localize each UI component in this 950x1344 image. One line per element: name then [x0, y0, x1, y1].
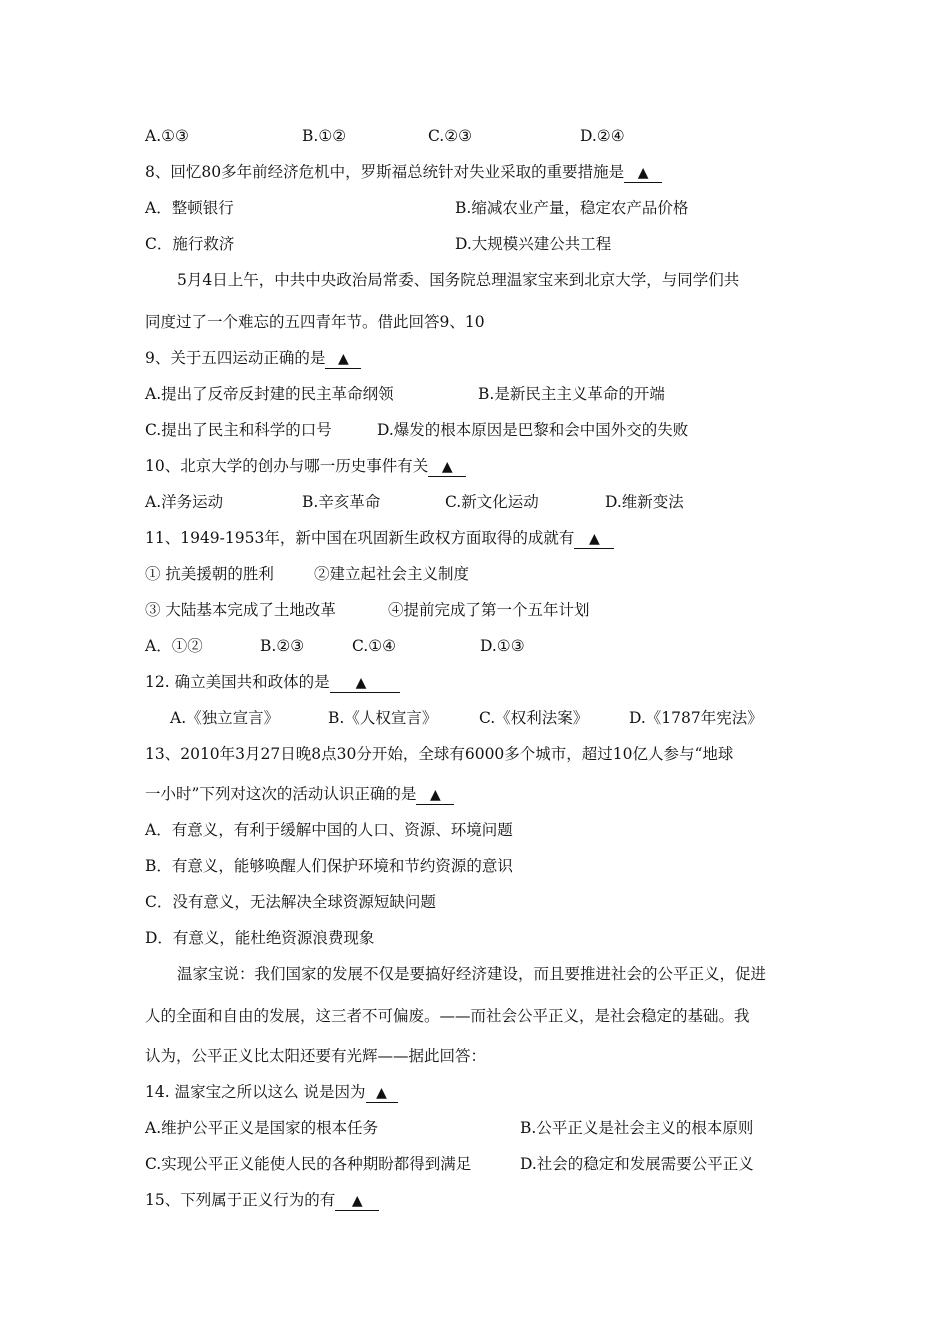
answer-blank	[416, 785, 454, 805]
triangle-marker: ▲	[637, 165, 649, 181]
q8-stem: 8、回忆80多年前经济危机中，罗斯福总统针对失业采取的重要措施是 ▲	[145, 162, 662, 183]
q14-option-c: C.实现公平正义能使人民的各种期盼都得到满足	[145, 1155, 472, 1173]
q9-option-d: D.爆发的根本原因是巴黎和会中国外交的失败	[377, 421, 689, 439]
answer-blank	[335, 1191, 379, 1211]
answer-blank	[574, 529, 614, 549]
q11-item-2: ②建立起社会主义制度	[314, 565, 470, 583]
q15-stem: 15、下列属于正义行为的有 ▲	[145, 1190, 379, 1211]
q11-stem: 11、1949-1953年，新中国在巩固新生政权方面取得的成就有 ▲	[145, 528, 614, 549]
q14-stem: 14. 温家宝之所以这么 说是因为 ▲	[145, 1082, 398, 1103]
q14-option-b: B.公平正义是社会主义的根本原则	[520, 1119, 754, 1137]
q9-option-a: A.提出了反帝反封建的民主革命纲领	[145, 385, 394, 403]
q7-option-b: B.①②	[302, 127, 347, 145]
q11-item-3: ③ 大陆基本完成了土地改革	[145, 601, 336, 619]
triangle-marker: ▲	[351, 1193, 363, 1209]
triangle-marker: ▲	[337, 351, 349, 367]
q7-option-d: D.②④	[580, 127, 625, 145]
q8-option-b: B.缩减农业产量，稳定农产品价格	[455, 199, 689, 217]
q11-option-a: A．①②	[145, 637, 203, 655]
passage1-line1: 5月4日上午，中共中央政治局常委、国务院总理温家宝来到北京大学，与同学们共	[177, 271, 740, 289]
passage2-line2: 人的全面和自由的发展，这三者不可偏废。——而社会公平正义，是社会稳定的基础。我	[145, 1007, 750, 1025]
q13-option-a: A．有意义，有利于缓解中国的人口、资源、环境问题	[145, 821, 513, 839]
passage2-line3: 认为，公平正义比太阳还要有光辉——据此回答：	[145, 1047, 487, 1065]
q11-item-4: ④提前完成了第一个五年计划	[388, 601, 590, 619]
q9-option-b: B.是新民主主义革命的开端	[478, 385, 665, 403]
q11-option-c: C.①④	[352, 637, 397, 655]
q13-stem-line1: 13、2010年3月27日晚8点30分开始，全球有6000多个城市，超过10亿人参与“地球	[145, 745, 734, 763]
q13-stem-line2: 一小时”下列对这次的活动认识正确的是 ▲	[145, 784, 454, 805]
q12-option-d: D.《1787年宪法》	[629, 709, 763, 727]
triangle-marker: ▲	[430, 787, 441, 803]
triangle-marker: ▲	[588, 531, 600, 547]
q10-option-a: A.洋务运动	[145, 493, 224, 511]
q10-stem: 10、北京大学的创办与哪一历史事件有关 ▲	[145, 456, 466, 477]
q8-option-c: C．施行救济	[145, 235, 235, 253]
q12-stem: 12. 确立美国共和政体的是 ▲	[145, 672, 400, 693]
q7-option-a: A.①③	[145, 127, 189, 145]
q13-option-c: C．没有意义，无法解决全球资源短缺问题	[145, 893, 436, 911]
triangle-marker: ▲	[441, 459, 453, 475]
q7-option-c: C.②③	[428, 127, 473, 145]
q8-option-a: A．整顿银行	[145, 199, 234, 217]
q9-option-c: C.提出了民主和科学的口号	[145, 421, 332, 439]
answer-blank	[624, 163, 662, 183]
answer-blank	[325, 349, 361, 369]
q11-item-1: ① 抗美援朝的胜利	[145, 565, 274, 583]
passage2-line1: 温家宝说：我们国家的发展不仅是要搞好经济建设，而且要推进社会的公平正义，促进	[177, 965, 767, 983]
passage1-line2: 同度过了一个难忘的五四青年节。借此回答9、10	[145, 313, 485, 331]
q9-stem: 9、关于五四运动正确的是 ▲	[145, 348, 361, 369]
q11-option-b: B.②③	[260, 637, 305, 655]
q13-option-d: D．有意义，能杜绝资源浪费现象	[145, 929, 375, 947]
triangle-marker: ▲	[355, 675, 367, 691]
q12-option-c: C.《权利法案》	[479, 709, 589, 727]
answer-blank	[366, 1083, 398, 1103]
triangle-marker: ▲	[376, 1085, 387, 1101]
answer-blank	[330, 673, 400, 693]
q8-option-d: D.大规模兴建公共工程	[455, 235, 612, 253]
q12-option-b: B.《人权宣言》	[328, 709, 438, 727]
q14-option-a: A.维护公平正义是国家的根本任务	[145, 1119, 379, 1137]
answer-blank	[428, 457, 466, 477]
q12-option-a: A.《独立宣言》	[170, 709, 280, 727]
q10-option-c: C.新文化运动	[445, 493, 539, 511]
q10-option-b: B.辛亥革命	[302, 493, 381, 511]
q13-option-b: B．有意义，能够唤醒人们保护环境和节约资源的意识	[145, 857, 513, 875]
q10-option-d: D.维新变法	[605, 493, 684, 511]
q11-option-d: D.①③	[480, 637, 525, 655]
q14-option-d: D.社会的稳定和发展需要公平正义	[520, 1155, 754, 1173]
